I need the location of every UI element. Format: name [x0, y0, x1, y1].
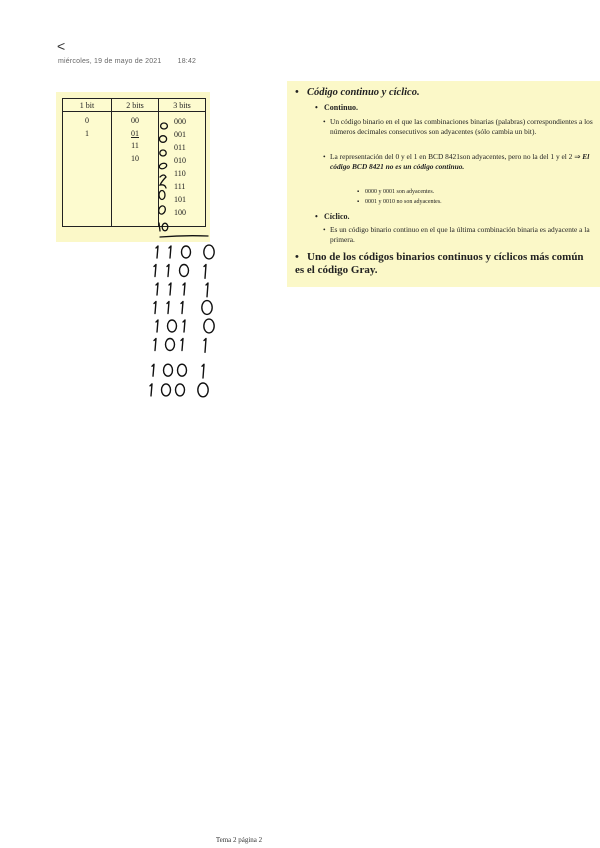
handwritten-zero — [204, 319, 214, 333]
handwritten-one — [156, 283, 158, 295]
gray-code-statement: • Uno de los códigos binarios continuos y cíclicos más común es el código Gray. — [295, 251, 584, 276]
handwritten-circle — [160, 150, 166, 156]
handwritten-zero — [162, 384, 171, 396]
bcd-text: La representación del 0 y el 1 en BCD 8421son adyacentes, pero no la del 1 y el 2 ⇒ — [330, 152, 581, 161]
handwritten-circle — [158, 205, 167, 215]
handwritten-one — [156, 320, 158, 332]
bcd-conclusion: El código BCD 8421 no es un código continuo. — [330, 152, 590, 171]
handwritten-circle — [162, 223, 168, 231]
handwritten-zero — [176, 384, 185, 396]
example-item: ▪ 0001 y 0010 no son adyacentes. — [357, 199, 442, 205]
table-cell: 11 — [131, 141, 139, 150]
handwritten-one — [202, 364, 204, 378]
header-2bits: 2 bits — [112, 99, 159, 112]
ciclico-label: Cíclico. — [324, 212, 350, 221]
handwritten-one — [169, 283, 171, 295]
note-date: miércoles, 19 de mayo de 2021 — [58, 58, 162, 65]
handwritten-zero — [178, 364, 187, 376]
table-cell: 1 — [85, 128, 89, 138]
handwritten-figure — [160, 175, 166, 188]
note-time: 18:42 — [177, 58, 197, 65]
continuo-label: Continuo. — [324, 103, 359, 112]
table-cell: 10 — [131, 153, 139, 163]
handwritten-row — [150, 383, 208, 397]
handwritten-one — [181, 302, 183, 314]
handwritten-zero — [168, 320, 177, 332]
example-text: 0001 y 0010 no son adyacentes. — [365, 199, 442, 205]
table-cell: 00 — [131, 116, 139, 125]
handwritten-one — [169, 246, 171, 258]
continuo-text: Un código binario en el que las combinaciones binarias (palabras) correspondientes a los números decimales consecutivos son adyacentes (sólo cambia un bit). — [330, 117, 593, 136]
handwritten-row — [156, 319, 214, 333]
page-footer: Tema 2 página 2 — [215, 836, 263, 844]
table-cell: 0 — [85, 116, 89, 125]
table-cell: 001 — [174, 130, 186, 139]
handwritten-zero — [182, 246, 191, 258]
gray-text: Uno de los códigos binarios continuos y cíclicos más común es el código Gray. — [295, 251, 584, 276]
handwritten-one — [150, 384, 152, 396]
handwritten-zero — [198, 383, 208, 397]
handwritten-one — [204, 265, 206, 279]
header-3bits: 3 bits — [159, 99, 206, 112]
handwritten-one — [167, 302, 169, 314]
handwritten-row — [152, 364, 204, 378]
handwritten-one — [183, 320, 185, 332]
table-cell: 111 — [174, 182, 186, 191]
handwritten-underline — [160, 236, 208, 237]
handwritten-row — [154, 265, 206, 279]
handwritten-zero — [204, 245, 214, 259]
handwritten-one — [204, 339, 206, 353]
example-text: 0000 y 0001 son adyacentes. — [365, 189, 435, 195]
example-item: ▪ 0000 y 0001 son adyacentes. — [357, 189, 435, 195]
slide-title: • Código continuo y cíclico. — [295, 87, 420, 98]
ciclico-heading: • Cíclico. — [315, 212, 350, 221]
handwritten-circle — [159, 162, 168, 169]
table-cell: 011 — [174, 143, 186, 152]
handwritten-one — [181, 339, 183, 351]
handwritten-one — [206, 283, 208, 297]
handwritten-zero — [164, 364, 173, 376]
ciclico-text: Es un código binario continuo en el que la última combinación binaria es adyacente a la primera. — [330, 225, 590, 244]
table-cell: 101 — [174, 195, 186, 204]
table-cell: 010 — [174, 156, 186, 165]
table-cell: 000 — [174, 117, 186, 126]
handwritten-row — [156, 245, 214, 259]
bcd-paragraph: • La representación del 0 y el 1 en BCD 8421son adyacentes, pero no la del 1 y el 2 ⇒ El código BCD 8421 no es un código continuo. — [323, 152, 590, 171]
ciclico-definition: • Es un código binario continuo en el que la última combinación binaria es adyacente a la primera. — [323, 225, 590, 244]
table-cell: 100 — [174, 208, 186, 217]
handwritten-one — [156, 246, 158, 258]
handwritten-circle — [161, 123, 168, 129]
handwritten-one — [154, 302, 156, 314]
handwritten-circle — [159, 191, 165, 200]
continuo-definition: • Un código binario en el que las combinaciones binarias (palabras) correspondientes a los números decimales consecutivos son adyacentes (sólo cambia un bit). — [323, 117, 593, 136]
handwritten-stroke — [159, 223, 160, 231]
table-cell: 110 — [174, 169, 186, 178]
handwritten-row — [156, 283, 208, 297]
handwritten-circle — [159, 136, 166, 143]
table-cell: 01 — [131, 128, 139, 138]
handwritten-one — [154, 265, 156, 277]
header-1bit: 1 bit — [63, 99, 112, 112]
handwritten-zero — [180, 265, 189, 277]
handwritten-one — [183, 283, 185, 295]
slide-title-text: Código continuo y cíclico. — [307, 87, 420, 98]
handwritten-one — [167, 265, 169, 277]
handwritten-zero — [166, 339, 175, 351]
handwritten-row — [154, 301, 212, 315]
handwritten-one — [154, 339, 156, 351]
handwritten-one — [152, 364, 154, 376]
back-button[interactable]: < — [57, 38, 66, 54]
handwritten-row — [154, 339, 206, 353]
handwritten-zero — [202, 301, 212, 315]
continuo-heading: • Continuo. — [315, 103, 359, 112]
